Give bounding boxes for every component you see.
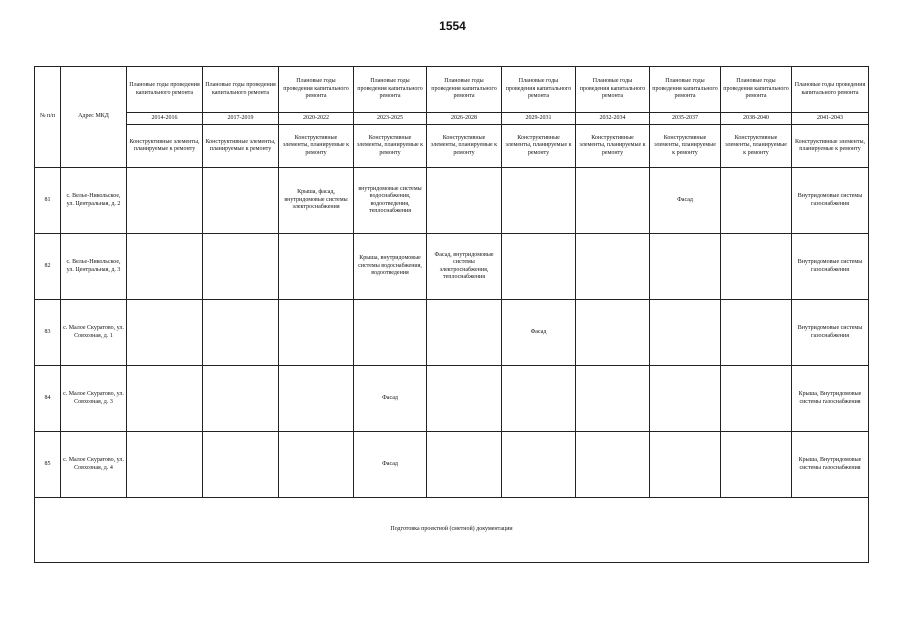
repair-cell — [127, 234, 203, 300]
header-num: № п/п — [35, 67, 61, 168]
header-period-title: Плановые годы проведения капитального ремонта — [792, 67, 869, 113]
header-period-title: Плановые годы проведения капитального ремонта — [721, 67, 792, 113]
header-years: 2026-2028 — [427, 113, 502, 125]
repair-cell — [721, 234, 792, 300]
repair-cell — [576, 300, 650, 366]
header-elements: Конструктивные элементы, планируемые к ремонту — [203, 125, 279, 168]
repair-cell — [650, 234, 721, 300]
repair-cell: Фасад — [502, 300, 576, 366]
page-number: 1554 — [439, 19, 466, 33]
row-number: 82 — [35, 234, 61, 300]
repair-cell — [203, 366, 279, 432]
row-number: 85 — [35, 432, 61, 498]
repair-cell — [576, 432, 650, 498]
repair-cell: Крыша, фасад, внутридомовые системы электроснабжения — [279, 168, 354, 234]
repair-cell: Фасад — [650, 168, 721, 234]
header-period-title: Плановые годы проведения капитального ремонта — [127, 67, 203, 113]
repair-cell — [576, 168, 650, 234]
repair-cell — [427, 168, 502, 234]
table-row — [35, 366, 869, 432]
row-address: с. Малое Скуратово, ул. Совхозная, д. 1 — [61, 300, 127, 366]
table-row — [35, 432, 869, 498]
footer-text: Подготовка проектной (сметной) документации — [35, 498, 869, 563]
repair-cell — [127, 168, 203, 234]
repair-cell — [502, 432, 576, 498]
header-period-title: Плановые годы проведения капитального ремонта — [427, 67, 502, 113]
repair-cell — [279, 300, 354, 366]
repair-cell: Внутридомовые системы газоснабжения — [792, 234, 869, 300]
repair-cell: Крыша, Внутридомовые системы газоснабжения — [792, 432, 869, 498]
capital-repair-plan-table — [34, 66, 869, 563]
row-address: с. Велье-Никольское, ул. Центральная, д. 2 — [61, 168, 127, 234]
repair-cell — [721, 168, 792, 234]
repair-cell — [502, 234, 576, 300]
header-period-title: Плановые годы проведения капитального ремонта — [502, 67, 576, 113]
header-period-title: Плановые годы проведения капитального ремонта — [203, 67, 279, 113]
table-footer-row — [35, 498, 869, 563]
repair-cell — [721, 366, 792, 432]
header-elements: Конструктивные элементы, планируемые к ремонту — [279, 125, 354, 168]
repair-cell — [721, 432, 792, 498]
repair-cell — [650, 366, 721, 432]
row-number: 83 — [35, 300, 61, 366]
header-years: 2020-2022 — [279, 113, 354, 125]
repair-cell: Крыша, внутридомовые системы водоснабжения, водоотведения — [354, 234, 427, 300]
repair-cell — [203, 300, 279, 366]
repair-cell: Фасад — [354, 432, 427, 498]
row-address: с. Малое Скуратово, ул. Совхозная, д. 3 — [61, 366, 127, 432]
repair-cell — [576, 366, 650, 432]
repair-cell: Фасад — [354, 366, 427, 432]
repair-cell — [576, 234, 650, 300]
repair-cell — [650, 300, 721, 366]
header-period-title: Плановые годы проведения капитального ремонта — [576, 67, 650, 113]
repair-cell — [279, 234, 354, 300]
header-years: 2041-2043 — [792, 113, 869, 125]
row-number: 81 — [35, 168, 61, 234]
repair-cell: Внутридомовые системы газоснабжения — [792, 300, 869, 366]
repair-cell — [502, 168, 576, 234]
table-row — [35, 168, 869, 234]
row-address: с. Малое Скуратово, ул. Совхозная, д. 4 — [61, 432, 127, 498]
repair-cell — [127, 300, 203, 366]
repair-cell — [650, 432, 721, 498]
header-elements: Конструктивные элементы, планируемые к ремонту — [354, 125, 427, 168]
row-address: с. Велье-Никольское, ул. Центральная, д. 3 — [61, 234, 127, 300]
header-elements: Конструктивные элементы, планируемые к ремонту — [502, 125, 576, 168]
header-elements: Конструктивные элементы, планируемые к ремонту — [721, 125, 792, 168]
repair-cell: внутридомовые системы водоснабжения, водоотведения, теплоснабжения — [354, 168, 427, 234]
table-header — [35, 67, 869, 168]
repair-cell — [279, 432, 354, 498]
repair-cell — [203, 432, 279, 498]
header-elements: Конструктивные элементы, планируемые к ремонту — [650, 125, 721, 168]
header-years: 2038-2040 — [721, 113, 792, 125]
repair-cell — [502, 366, 576, 432]
repair-cell — [427, 300, 502, 366]
repair-cell — [127, 366, 203, 432]
header-elements: Конструктивные элементы, планируемые к ремонту — [127, 125, 203, 168]
header-elements: Конструктивные элементы, планируемые к ремонту — [792, 125, 869, 168]
header-years: 2032-2034 — [576, 113, 650, 125]
header-period-title: Плановые годы проведения капитального ремонта — [354, 67, 427, 113]
header-address: Адрес МКД — [61, 67, 127, 168]
repair-cell — [427, 366, 502, 432]
header-years: 2029-2031 — [502, 113, 576, 125]
repair-cell: Внутридомовые системы газоснабжения — [792, 168, 869, 234]
header-period-title: Плановые годы проведения капитального ремонта — [279, 67, 354, 113]
header-period-title: Плановые годы проведения капитального ремонта — [650, 67, 721, 113]
header-years: 2023-2025 — [354, 113, 427, 125]
header-elements: Конструктивные элементы, планируемые к ремонту — [576, 125, 650, 168]
repair-cell — [203, 168, 279, 234]
header-years: 2014-2016 — [127, 113, 203, 125]
header-years: 2017-2019 — [203, 113, 279, 125]
header-elements: Конструктивные элементы, планируемые к ремонту — [427, 125, 502, 168]
repair-cell — [721, 300, 792, 366]
repair-cell: Фасад, внутридомовые системы электроснабжения, теплоснабжения — [427, 234, 502, 300]
repair-cell — [354, 300, 427, 366]
repair-cell — [127, 432, 203, 498]
row-number: 84 — [35, 366, 61, 432]
repair-cell — [203, 234, 279, 300]
table-row — [35, 234, 869, 300]
repair-cell — [427, 432, 502, 498]
header-years: 2035-2037 — [650, 113, 721, 125]
table-row — [35, 300, 869, 366]
repair-cell — [279, 366, 354, 432]
repair-cell: Крыша, Внутридомовые системы газоснабжения — [792, 366, 869, 432]
